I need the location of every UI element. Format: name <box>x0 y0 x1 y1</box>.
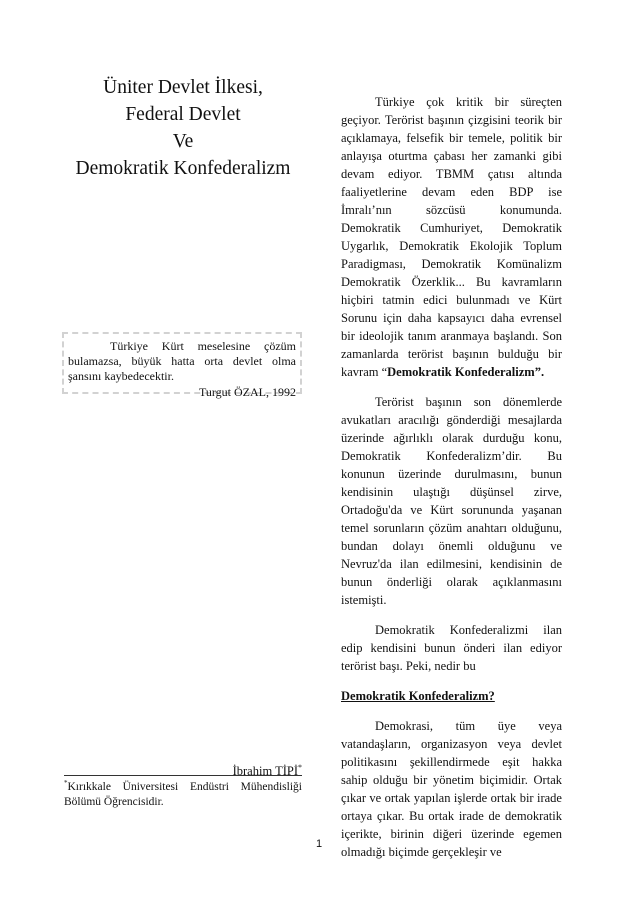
author-name: İbrahim TİPİ <box>232 764 298 779</box>
page-number: 1 <box>315 838 323 850</box>
footnote-text: Kırıkkale Üniversitesi Endüstri Mühendisliği Bölümü Öğrencisidir. <box>64 780 302 808</box>
title-line-2: Federal Devlet <box>125 104 241 125</box>
body-paragraph-4: Demokrasi, tüm üye veya vatandaşların, organizasyon veya devlet politikasını şekillendirmede eşit hakka sahip olduğu bir yönetim biçimidir. Ortak çıkar ve ortak yapılan işlerde ortak bir irade ortaya çıkar. Bu ortak irade de demokratik içerikte, birinin diğeri üzerinde egemen olmadığı biçimde gerçekleşir ve <box>341 719 562 859</box>
body-paragraph-1-text: Türkiye çok kritik bir süreçten geçiyor. Terörist başının çizgisini teorik bir açıklamaya, felsefik bir temele, politik bir anlayışa oturtma çabası her zamanki gibi devam ediyor. TBMM çatısı altında faaliyetlerine devam eden BDP ise İmralı’nın sözcüsü konumunda. Demokratik Cumhuriyet, Demokratik Uygarlık, Demokratik Ekolojik Toplum Paradigması, Demokratik Komünalizm Demokratik Özerklik... Bu kavramların hiçbiri tatmin edici bulunmadı ve Kürt Sorunu için daha kapsayıcı daha evrensel bir ideolojik tanım aranmaya başlandı. Son zamanlarda terörist başının bulduğu bir kavram “ <box>341 95 562 379</box>
body-paragraph-1-bold: Demokratik Konfederalizm”. <box>387 365 545 379</box>
body-paragraph-2: Terörist başının son dönemlerde avukatları aracılığı gönderdiği mesajlarda üzerinde ağırlıklı olarak durduğu konu, Demokratik Konfederalizm’dir. Bu konunun üzerinde durulmasını, bunun kendisinin ulaştığı düşünsel zirve, Ortadoğu'da ve Kürt sorununda yaşanan temel sorunların çözüm anahtarı olduğunu, bundan dolayı önemli olduğunu ve Nevruz'da ilan edilmesini, kendisinin de bunun önderliği olarak açıklanmasını istemişti. <box>341 395 562 607</box>
title-line-1: Üniter Devlet İlkesi, <box>103 77 263 98</box>
title-line-3: Ve <box>172 131 194 152</box>
document-title <box>64 74 302 182</box>
epigraph-text: Türkiye Kürt meselesine çözüm bulamazsa, büyük hatta orta devlet olma şansını kaybedecektir. <box>68 339 296 383</box>
footnote-mark: * <box>64 779 68 787</box>
author-footnote-mark: * <box>298 763 302 772</box>
body-column <box>341 93 562 873</box>
footnote <box>64 776 302 810</box>
body-paragraph-1 <box>341 93 562 381</box>
epigraph-attribution: Turgut ÖZAL, 1992 <box>198 385 296 399</box>
body-paragraph-3: Demokratik Konfederalizmi ilan edip kendisini bunun önderi ilan ediyor terörist başı. Peki, nedir bu <box>341 623 562 673</box>
epigraph-quote-box <box>62 332 302 399</box>
title-line-4: Demokratik Konfederalizm <box>75 158 291 179</box>
section-heading: Demokratik Konfederalizm? <box>341 689 495 703</box>
